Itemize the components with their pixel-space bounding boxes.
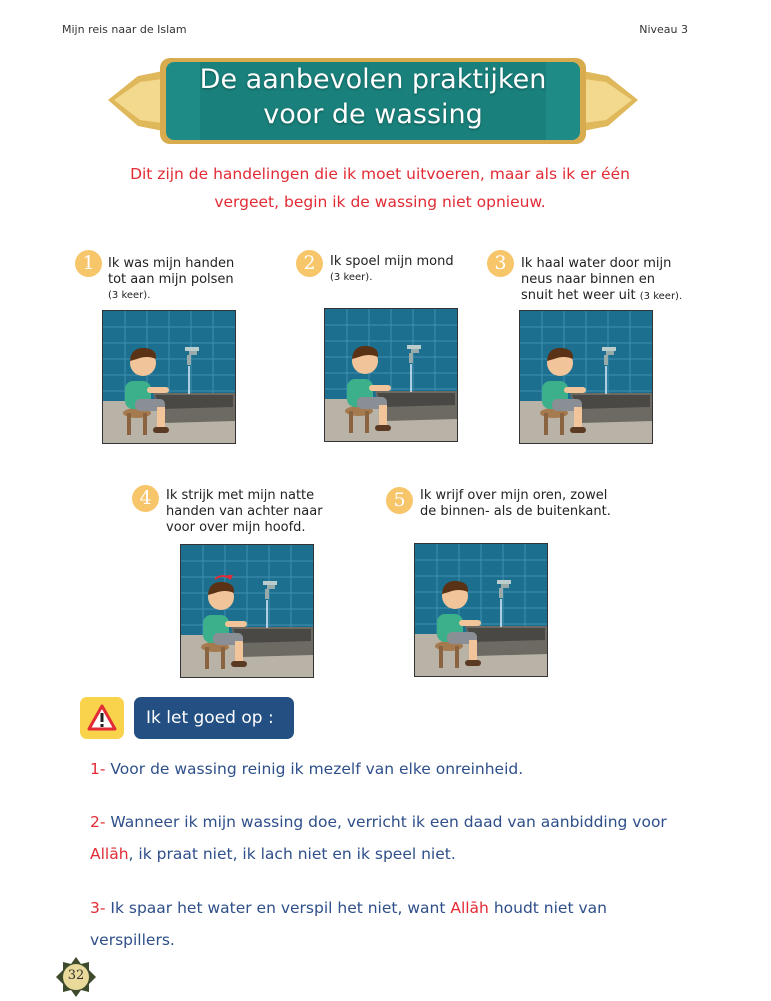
header-level: Niveau 3 <box>639 23 688 36</box>
step-4-line-3: voor over mijn hoofd. <box>166 520 306 535</box>
step-4-number: 4 <box>132 485 159 512</box>
step-3-note: (3 keer). <box>639 291 683 302</box>
step-1-text <box>108 256 278 304</box>
rule-2-highlight: Allāh <box>90 845 129 863</box>
step-4-line-1: Ik strijk met mijn natte <box>166 488 315 503</box>
page-number-badge <box>56 957 96 997</box>
warning-triangle-icon <box>80 697 124 739</box>
step-3-number: 3 <box>487 250 514 277</box>
intro-text: Dit zijn de handelingen die ik moet uitvoeren, maar als ik er één vergeet, begin ik de wassing niet opnieuw. <box>130 165 630 211</box>
step-4-text <box>166 488 346 536</box>
rule-2-text-a: Wanneer ik mijn wassing doe, verricht ik een daad van aanbidding voor <box>110 813 667 831</box>
step-2-text <box>330 254 480 286</box>
title-line-1: De aanbevolen praktijken <box>199 64 547 95</box>
warning-badge <box>80 697 124 739</box>
step-2-number: 2 <box>296 250 323 277</box>
step-2-line-1: Ik spoel mijn mond <box>330 254 454 269</box>
step-3-illustration <box>519 310 653 444</box>
header-book-title: Mijn reis naar de Islam <box>62 23 187 36</box>
rule-2-number: 2- <box>90 813 106 831</box>
step-2-note: (3 keer). <box>330 272 373 283</box>
step-3-line-1: Ik haal water door mijn <box>521 256 672 271</box>
rule-2 <box>90 806 700 870</box>
rule-2-text-b: , ik praat niet, ik lach niet en ik speel niet. <box>128 845 456 863</box>
step-1-note: (3 keer). <box>108 290 151 301</box>
step-3-line-3: snuit het weer uit <box>521 288 636 303</box>
rule-3-number: 3- <box>90 899 106 917</box>
rule-3-highlight: Allāh <box>450 899 489 917</box>
attention-label: Ik let goed op : <box>134 697 294 739</box>
rule-3-text-c: verspillers. <box>90 931 175 949</box>
rule-3 <box>90 892 700 956</box>
title-line-2: voor de wassing <box>263 99 483 130</box>
rule-3-text-b: houdt niet van <box>493 899 607 917</box>
step-1-line-1: Ik was mijn handen <box>108 256 235 271</box>
step-1-number: 1 <box>75 250 102 277</box>
step-3-line-2: neus naar binnen en <box>521 272 655 287</box>
rule-1-text: Voor de wassing reinig ik mezelf van elke onreinheid. <box>110 760 524 778</box>
step-5-line-1: Ik wrijf over mijn oren, zowel <box>420 488 608 503</box>
step-2-illustration <box>324 308 458 442</box>
step-5-number: 5 <box>386 487 413 514</box>
step-4-illustration <box>180 544 314 678</box>
step-1-line-2: tot aan mijn polsen <box>108 272 234 287</box>
page-number: 32 <box>67 968 85 983</box>
step-5-illustration <box>414 543 548 677</box>
step-4-line-2: handen van achter naar <box>166 504 323 519</box>
step-5-line-2: de binnen- als de buitenkant. <box>420 504 611 519</box>
step-1-illustration <box>102 310 236 444</box>
rule-1 <box>90 753 700 785</box>
step-5-text <box>420 488 660 520</box>
rule-1-number: 1- <box>90 760 106 778</box>
title-banner <box>108 56 638 146</box>
rule-3-text-a: Ik spaar het water en verspil het niet, want <box>110 899 446 917</box>
step-3-text <box>521 256 701 305</box>
